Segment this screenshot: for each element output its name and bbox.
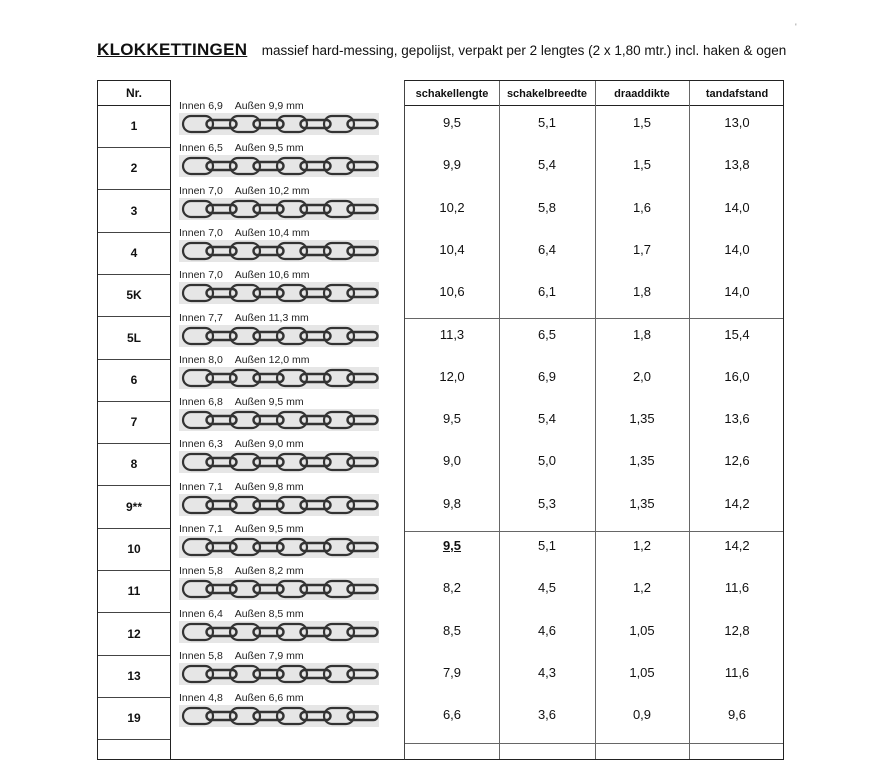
outer-size: Außen 8,5 mm (234, 607, 304, 620)
group-divider (405, 318, 783, 319)
outer-size: Außen 12,0 mm (234, 353, 310, 366)
cell-schakelbreedte: 6,1 (537, 284, 557, 300)
chain-dimensions (179, 269, 310, 281)
cell-draaddikte: 1,5 (632, 157, 652, 173)
cell-draaddikte: 1,2 (632, 538, 652, 553)
chain-dimensions (179, 608, 304, 620)
chain-illustration (179, 282, 379, 304)
cell-schakellengte: 12,0 (439, 368, 465, 384)
chain-illustration (179, 113, 379, 135)
inner-size: Innen 7,1 (179, 523, 223, 535)
chain-dimensions (179, 650, 304, 662)
cell-schakelbreedte: 5,1 (537, 538, 557, 553)
outer-size: Außen 8,2 mm (234, 565, 304, 578)
chain-image-column (171, 80, 404, 760)
chain-dimensions (179, 396, 304, 408)
chain-dimensions (179, 100, 304, 112)
cell-draaddikte: 1,2 (632, 580, 652, 596)
chain-illustration (179, 536, 379, 558)
chain-illustration (179, 451, 379, 473)
cell-tandafstand: 14,2 (724, 495, 750, 511)
row-number: 12 (98, 613, 170, 656)
cell-draaddikte: 0,9 (632, 707, 652, 723)
cell-schakelbreedte: 4,6 (537, 622, 557, 638)
chain-sample (179, 481, 384, 521)
cell-tandafstand: 14,0 (724, 241, 750, 257)
inner-size: Innen 6,8 (179, 396, 223, 409)
inner-size: Innen 7,7 (179, 311, 223, 324)
outer-size: Außen 9,9 mm (234, 100, 304, 112)
header-schakellengte: schakellengte (415, 88, 489, 100)
cell-tandafstand: 12,8 (724, 622, 750, 638)
outer-size: Außen 10,4 mm (234, 226, 310, 239)
outer-size: Außen 9,8 mm (234, 480, 304, 493)
row-number: 13 (98, 655, 170, 698)
inner-size: Innen 6,5 (179, 142, 223, 155)
cell-tandafstand: 11,6 (724, 580, 750, 596)
row-number: 10 (98, 528, 170, 571)
row-number: 3 (98, 190, 170, 233)
header-schakelbreedte: schakelbreedte (506, 88, 588, 100)
chain-illustration (179, 198, 379, 220)
cell-schakellengte: 9,8 (442, 495, 462, 511)
row-number: 5L (98, 317, 170, 360)
cell-schakellengte: 7,9 (442, 664, 462, 680)
cell-schakelbreedte: 4,3 (537, 664, 557, 680)
cell-schakellengte: 10,2 (439, 199, 465, 215)
cell-draaddikte: 2,0 (632, 368, 652, 384)
cell-schakelbreedte: 6,5 (537, 326, 557, 342)
cell-schakellengte: 9,5 (442, 538, 462, 553)
cell-schakellengte: 6,6 (442, 707, 462, 723)
chain-dimensions (179, 481, 304, 493)
cell-schakellengte: 11,3 (439, 326, 465, 342)
chain-dimensions (179, 185, 310, 197)
cell-tandafstand: 16,0 (724, 368, 750, 384)
chain-sample (179, 227, 384, 267)
chain-dimensions (179, 692, 304, 704)
chain-illustration (179, 155, 379, 177)
cell-tandafstand: 13,8 (724, 157, 750, 173)
header-tandafstand: tandafstand (705, 88, 769, 100)
data-table (404, 80, 784, 760)
outer-size: Außen 11,3 mm (234, 311, 309, 324)
cell-schakelbreedte: 3,6 (537, 707, 557, 723)
inner-size: Innen 4,8 (179, 692, 223, 705)
chain-sample (179, 523, 384, 563)
cell-schakelbreedte: 5,0 (537, 453, 557, 469)
chain-sample (179, 565, 384, 605)
chain-illustration (179, 578, 379, 600)
cell-tandafstand: 11,6 (724, 664, 750, 680)
nr-header: Nr. (98, 81, 170, 106)
inner-size: Innen 5,8 (179, 565, 223, 578)
row-number: 9** (98, 486, 170, 529)
chain-sample (179, 312, 384, 352)
cell-draaddikte: 1,05 (629, 664, 655, 680)
cell-draaddikte: 1,7 (632, 241, 652, 257)
cell-tandafstand: 13,6 (724, 411, 750, 427)
outer-size: Außen 6,6 mm (234, 692, 304, 705)
inner-size: Innen 7,0 (179, 184, 223, 197)
outer-size: Außen 10,2 mm (234, 184, 310, 197)
cell-tandafstand: 15,4 (724, 326, 750, 342)
cell-draaddikte: 1,35 (629, 411, 655, 427)
outer-size: Außen 9,5 mm (234, 142, 304, 155)
chain-illustration (179, 494, 379, 516)
page-subtitle: massief hard-messing, gepolijst, verpakt per 2 lengtes (2 x 1,80 mtr.) incl. haken & ogen (261, 43, 787, 58)
outer-size: Außen 7,9 mm (234, 649, 304, 662)
cell-schakelbreedte: 5,4 (537, 411, 557, 427)
cell-tandafstand: 9,6 (727, 707, 747, 723)
cell-schakelbreedte: 4,5 (537, 580, 557, 596)
cell-draaddikte: 1,8 (632, 326, 652, 342)
row-number: 11 (98, 570, 170, 613)
group-divider (405, 531, 783, 532)
page-title: KLOKKETTINGEN (97, 40, 248, 59)
cell-draaddikte: 1,35 (629, 495, 655, 511)
row-number: 5K (98, 274, 170, 317)
cell-schakelbreedte: 5,3 (537, 495, 557, 511)
inner-size: Innen 7,0 (179, 269, 223, 282)
chain-illustration (179, 325, 379, 347)
cell-schakellengte: 8,2 (442, 580, 462, 596)
chain-sample (179, 185, 384, 225)
inner-size: Innen 5,8 (179, 649, 223, 662)
page-header (97, 40, 786, 60)
chain-sample (179, 650, 384, 690)
nr-column (97, 80, 171, 760)
chain-dimensions (179, 354, 310, 366)
cell-schakelbreedte: 5,1 (537, 115, 557, 130)
cell-draaddikte: 1,35 (629, 453, 655, 469)
inner-size: Innen 6,9 (179, 100, 223, 112)
cell-schakellengte: 9,9 (442, 157, 462, 173)
chain-illustration (179, 705, 379, 727)
cell-draaddikte: 1,6 (632, 199, 652, 215)
header-divider (405, 105, 783, 106)
inner-size: Innen 6,4 (179, 607, 223, 620)
cell-draaddikte: 1,05 (629, 622, 655, 638)
inner-size: Innen 7,1 (179, 480, 223, 493)
chain-sample (179, 396, 384, 436)
outer-size: Außen 9,0 mm (234, 438, 304, 451)
outer-size: Außen 9,5 mm (234, 396, 304, 409)
row-number: 6 (98, 359, 170, 402)
chain-dimensions (179, 142, 304, 154)
corner-mark: ' (795, 22, 797, 32)
cell-tandafstand: 12,6 (724, 453, 750, 469)
inner-size: Innen 6,3 (179, 438, 223, 451)
cell-schakelbreedte: 6,9 (537, 368, 557, 384)
cell-tandafstand: 14,2 (724, 538, 750, 553)
chain-dimensions (179, 438, 304, 450)
chain-illustration (179, 663, 379, 685)
chain-sample (179, 438, 384, 478)
cell-schakellengte: 9,5 (442, 411, 462, 427)
header-draaddikte: draaddikte (614, 88, 670, 100)
chain-sample (179, 100, 384, 140)
chain-illustration (179, 367, 379, 389)
chain-dimensions (179, 227, 310, 239)
cell-schakellengte: 9,0 (442, 453, 462, 469)
row-number: 4 (98, 232, 170, 275)
chain-illustration (179, 409, 379, 431)
cell-schakellengte: 9,5 (442, 115, 462, 130)
cell-tandafstand: 13,0 (724, 115, 750, 130)
row-number: 1 (98, 105, 170, 148)
chain-illustration (179, 240, 379, 262)
inner-size: Innen 8,0 (179, 353, 223, 366)
outer-size: Außen 9,5 mm (234, 523, 304, 535)
chain-dimensions (179, 312, 309, 324)
chain-sample (179, 269, 384, 309)
chain-sample (179, 608, 384, 648)
cell-schakellengte: 10,4 (439, 241, 465, 257)
outer-size: Außen 10,6 mm (234, 269, 310, 282)
cell-schakelbreedte: 5,8 (537, 199, 557, 215)
inner-size: Innen 7,0 (179, 226, 223, 239)
cell-schakelbreedte: 5,4 (537, 157, 557, 173)
row-number: 8 (98, 443, 170, 486)
cell-draaddikte: 1,5 (632, 115, 652, 130)
chain-sample (179, 142, 384, 182)
cell-draaddikte: 1,8 (632, 284, 652, 300)
chain-illustration (179, 621, 379, 643)
chain-dimensions (179, 523, 304, 535)
row-number: 2 (98, 147, 170, 190)
chain-sample (179, 354, 384, 394)
cell-tandafstand: 14,0 (724, 199, 750, 215)
chain-dimensions (179, 565, 304, 577)
cell-schakelbreedte: 6,4 (537, 241, 557, 257)
cell-schakellengte: 10,6 (439, 284, 465, 300)
chain-sample (179, 692, 384, 732)
cell-schakellengte: 8,5 (442, 622, 462, 638)
cell-tandafstand: 14,0 (724, 284, 750, 300)
row-number: 7 (98, 401, 170, 444)
row-number: 19 (98, 697, 170, 740)
